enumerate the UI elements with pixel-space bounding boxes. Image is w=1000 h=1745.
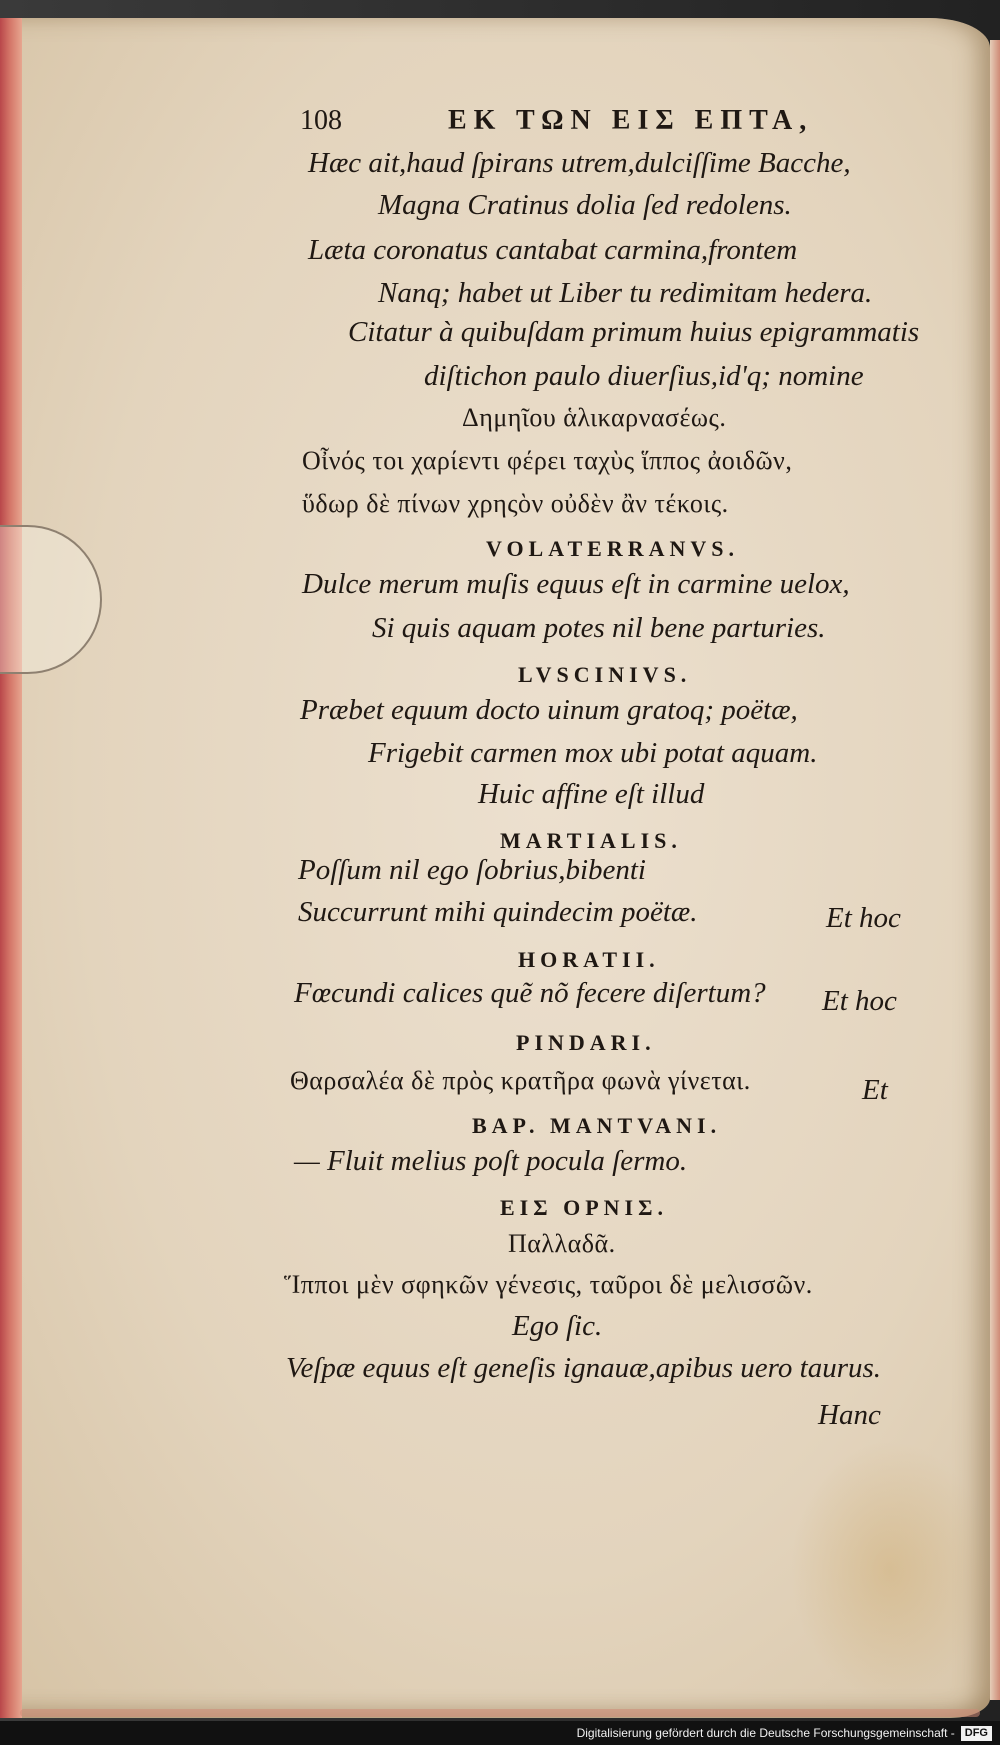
- catchword: Et hoc: [826, 902, 901, 934]
- greek-line: Οἶνός τοι χαρίεντι φέρει ταχὺς ἵππος ἀοιδῶν,: [302, 446, 793, 475]
- text-line: Frigebit carmen mox ubi potat aquam.: [368, 737, 818, 769]
- digitization-footer: [0, 1721, 1000, 1745]
- text-line: Citatur à quibuſdam primum huius epigrammatis: [348, 316, 920, 348]
- text-line: Fœcundi calices quẽ nõ fecere diſertum?: [294, 977, 766, 1009]
- greek-line: Δημηῖου ἁλικαρνασέως.: [462, 403, 727, 432]
- author-heading: LVSCINIVS.: [518, 662, 692, 687]
- greek-line: Ἵπποι μὲν σφηκῶν γένεσις, ταῦροι δὲ μελισσῶν.: [284, 1270, 813, 1299]
- author-heading: HORATII.: [518, 947, 660, 972]
- author-heading: PINDARI.: [516, 1030, 656, 1055]
- text-line: Veſpæ equus eſt geneſis ignauæ,apibus uero taurus.: [286, 1352, 882, 1384]
- text-line: Læta coronatus cantabat carmina,frontem: [308, 234, 798, 266]
- catchword: Et hoc: [822, 985, 897, 1017]
- catchword: Hanc: [818, 1399, 881, 1431]
- text-line: Poſſum nil ego ſobrius,bibenti: [298, 854, 646, 886]
- dfg-logo: DFG: [961, 1726, 992, 1741]
- greek-line: ὕδωρ δὲ πίνων χρηςὸν οὐδὲν ἂν τέκοις.: [302, 489, 729, 518]
- page-number: 108: [300, 105, 342, 136]
- text-line: Dulce merum muſis equus eſt in carmine uelox,: [302, 568, 850, 600]
- text-line: Succurrunt mihi quindecim poëtæ.: [298, 896, 698, 928]
- author-heading: VOLATERRANVS.: [486, 536, 740, 561]
- text-line: Nanq; habet ut Liber tu redimitam hedera.: [378, 277, 873, 309]
- text-line: Hæc ait,haud ſpirans utrem,dulciſſime Bacche,: [308, 147, 851, 179]
- running-head: ΕΚ ΤΩΝ ΕΙΣ ΕΠΤΑ,: [448, 105, 814, 136]
- greek-line: Θαρσαλέα δὲ πρὸς κρατῆρα φωνὰ γίνεται.: [290, 1066, 751, 1095]
- text-line: diſtichon paulo diuerſius,id'q; nomine: [424, 360, 864, 392]
- text-line: Ego ſic.: [512, 1310, 603, 1342]
- section-heading: ΕΙΣ ΟΡΝΙΣ.: [500, 1195, 669, 1220]
- author-heading: BAP. MANTVANI.: [472, 1113, 722, 1138]
- footer-credit: Digitalisierung gefördert durch die Deutsche Forschungsgemeinschaft -: [576, 1726, 955, 1740]
- catchword: Et: [862, 1074, 888, 1106]
- text-line: Magna Cratinus dolia ſed redolens.: [378, 189, 792, 221]
- greek-line: Παλλαδᾶ.: [508, 1229, 616, 1258]
- text-line: — Fluit melius poſt pocula ſermo.: [294, 1145, 688, 1177]
- text-line: Huic affine eſt illud: [478, 778, 705, 810]
- text-line: Præbet equum docto uinum gratoq; poëtæ,: [300, 694, 798, 726]
- text-line: Si quis aquam potes nil bene parturies.: [372, 612, 826, 644]
- author-heading: MARTIALIS.: [500, 828, 682, 853]
